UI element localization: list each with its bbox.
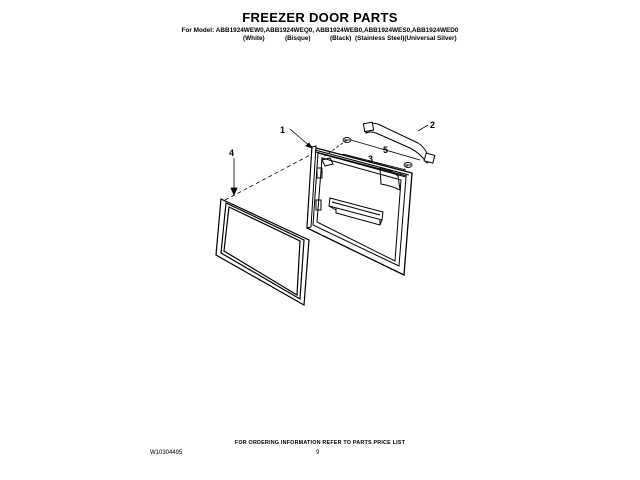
door-gasket (216, 199, 309, 305)
callout-1: 1 (280, 125, 286, 135)
page-title: FREEZER DOOR PARTS (242, 10, 398, 25)
page-number: 9 (316, 450, 320, 456)
door-handle (363, 122, 434, 163)
ordering-note: FOR ORDERING INFORMATION REFER TO PARTS PRICE LIST (234, 440, 406, 446)
document-number: W10304495 (150, 450, 183, 456)
callout-2: 2 (430, 120, 436, 130)
callout-4: 4 (229, 148, 235, 158)
model-list: For Model: ABB1924WEW0,ABB1924WEQ0, ABB1924WEB0,ABB1924WES0,ABB1924WED0 (181, 27, 459, 34)
freezer-door (307, 146, 412, 275)
color-bisque: (Bisque) (285, 35, 311, 42)
color-stainless-universal: (Stainless Steel)(Universal Silver) (355, 35, 457, 42)
color-black: (Black) (330, 35, 352, 42)
callout-5: 5 (383, 145, 389, 155)
color-white: (White) (243, 35, 265, 42)
callout-3: 3 (368, 154, 374, 164)
